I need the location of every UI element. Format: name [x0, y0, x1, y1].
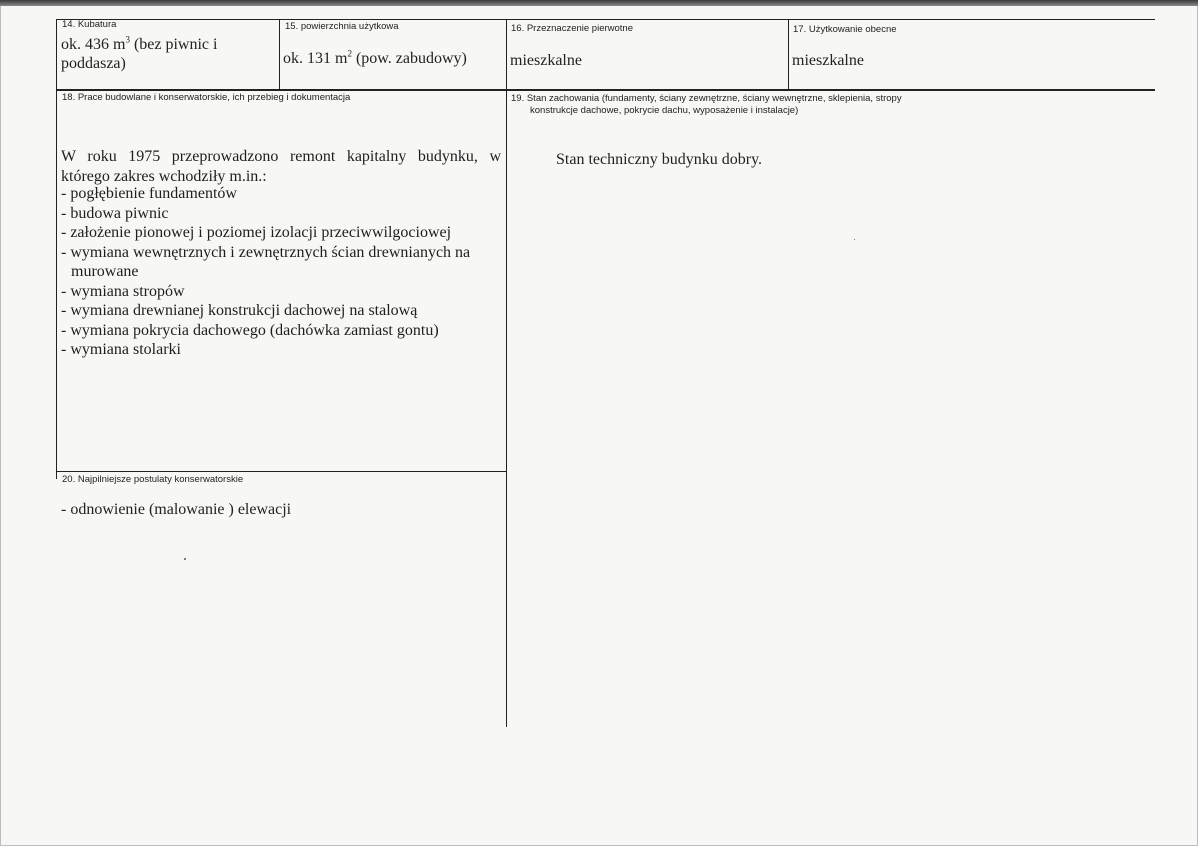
list-item: - wymiana stolarki — [61, 341, 181, 358]
field-17-label: 17. Użytkowanie obecne — [793, 24, 897, 35]
list-item: - wymiana pokrycia dachowego (dachówka zamiast gontu) — [61, 321, 439, 339]
row1-bottom-rule — [56, 89, 1155, 91]
field-15-unit-exponent: 2 — [347, 48, 352, 59]
list-item: - wymiana drewnianej konstrukcji dachowej na stalową — [61, 302, 418, 319]
field-19-label-line1: 19. Stan zachowania (fundamenty, ściany zewnętrzne, ściany wewnętrzne, sklepienia, stropy — [511, 93, 902, 104]
field-14-value — [61, 35, 276, 73]
field-16-label: 16. Przeznaczenie pierwotne — [511, 23, 633, 34]
field-14-value-text: ok. 436 m — [61, 36, 126, 53]
scan-speck — [854, 239, 855, 240]
field-14-label: 14. Kubatura — [62, 19, 117, 30]
field-14-value-suffix: (bez piwnic i — [129, 36, 218, 53]
field-15-value — [283, 49, 467, 68]
field-15-label: 15. powierzchnia użytkowa — [285, 21, 399, 32]
field-15-value-suffix: (pow. zabudowy) — [351, 50, 467, 67]
field-18-label: 18. Prace budowlane i konserwatorskie, ich przebieg i dokumentacja — [62, 92, 351, 103]
field-16-value: mieszkalne — [510, 52, 582, 69]
f20-top-rule — [56, 471, 507, 472]
field-14-unit-exponent: 3 — [125, 34, 130, 45]
col-divider-f16-f17 — [788, 19, 789, 90]
field-15-value-text: ok. 131 m — [283, 50, 348, 67]
field-18-intro: W roku 1975 przeprowadzono remont kapitalny budynku, w którego zakres wchodziły m.in.: — [61, 148, 501, 185]
scan-speck — [184, 558, 186, 560]
list-item: - budowa piwnic — [61, 204, 169, 222]
field-19-value: Stan techniczny budynku dobry. — [556, 151, 763, 168]
field-20-value: - odnowienie (malowanie ) elewacji — [61, 501, 292, 518]
top-rule — [56, 19, 1155, 20]
left-border — [56, 19, 57, 479]
col-divider-f14-f15 — [279, 19, 280, 90]
field-14-value-line2: poddasza) — [61, 55, 126, 72]
list-item: - pogłębienie fundamentów — [61, 185, 237, 202]
list-item: - założenie pionowej i poziomej izolacji przeciwwilgociowej — [61, 224, 452, 241]
col-divider-main — [506, 19, 507, 727]
form-sheet — [0, 6, 1198, 846]
list-item: - wymiana wewnętrznych i zewnętrznych ścian drewnianych na murowane — [61, 243, 471, 280]
field-20-label: 20. Najpilniejsze postulaty konserwatorskie — [62, 474, 244, 485]
field-19-label-line2: konstrukcje dachowe, pokrycie dachu, wyposażenie i instalacje) — [530, 105, 799, 116]
field-17-value: mieszkalne — [792, 52, 864, 69]
list-item: - wymiana stropów — [61, 282, 185, 300]
field-18-works-list — [61, 184, 506, 360]
